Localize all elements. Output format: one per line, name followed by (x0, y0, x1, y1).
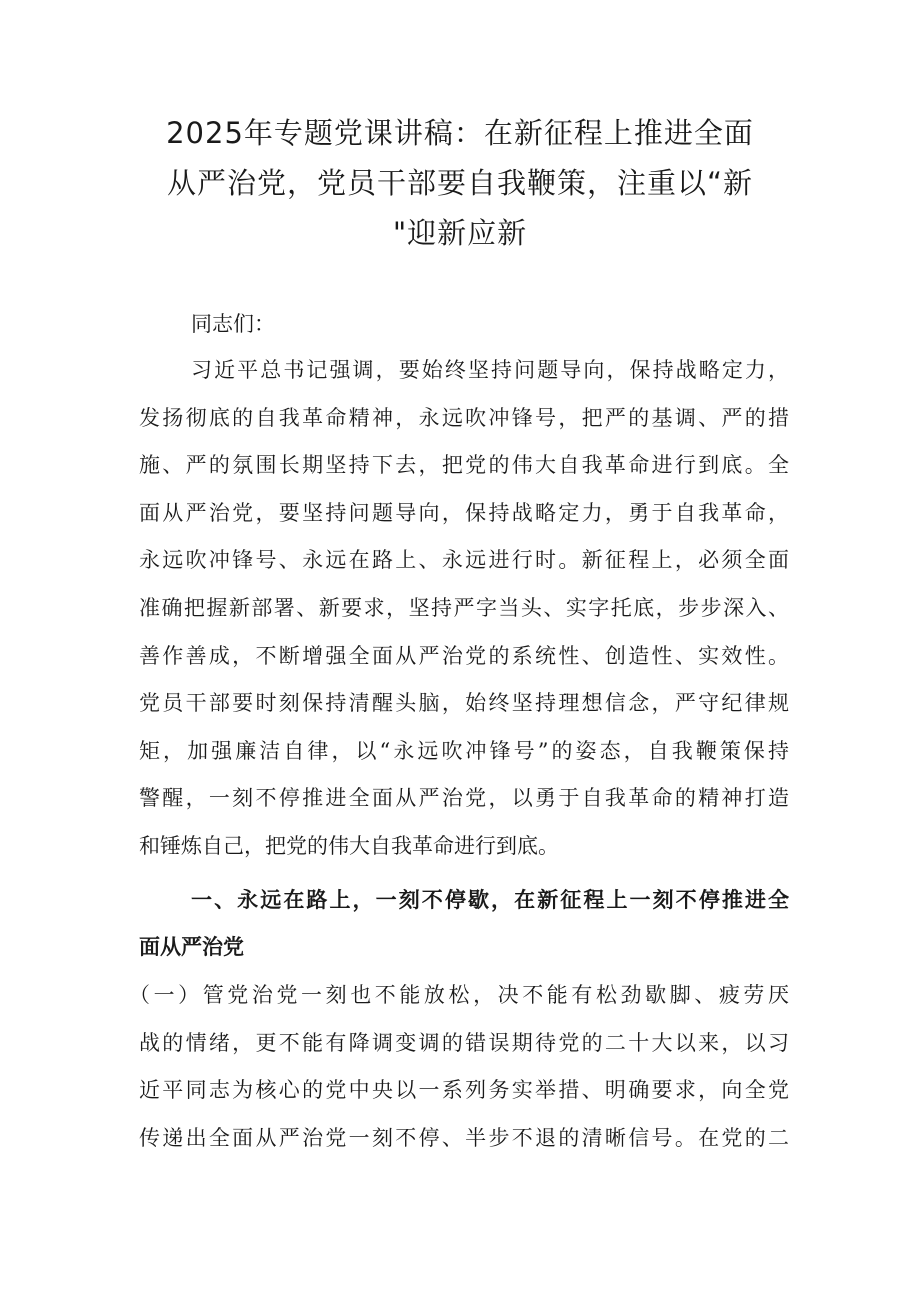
text-line: 永远吹冲锋号、永远在路上、永远进行时。新征程上，必须全面 (139, 548, 789, 573)
text-line: 发扬彻底的自我革命精神，永远吹冲锋号，把严的基调、严的措 (139, 405, 789, 430)
paragraph-2 (129, 972, 789, 1162)
title-line: "迎新应新 (392, 216, 528, 250)
text-line: 面从严治党，要坚持问题导向，保持战略定力，勇于自我革命， (139, 500, 789, 525)
text-line: 施、严的氛围长期坚持下去，把党的伟大自我革命进行到底。全 (139, 453, 789, 478)
text-line: 党员干部要时刻保持清醒头脑，始终坚持理想信念，严守纪律规 (139, 691, 789, 716)
text-line: 善作善成，不断增强全面从严治党的系统性、创造性、实效性。 (139, 643, 789, 668)
text-line: 近平同志为核心的党中央以一系列务实举措、明确要求，向全党 (139, 1078, 789, 1103)
text-line: 传递出全面从严治党一刻不停、半步不退的清晰信号。在党的二 (139, 1125, 789, 1150)
title-line: 从严治党，党员干部要自我鞭策，注重以“新 (166, 166, 754, 200)
text-line: 战的情绪，更不能有降调变调的错误期待党的二十大以来，以习 (139, 1030, 789, 1055)
greeting: 同志们： (191, 312, 275, 336)
text-line: （一）管党治党一刻也不能放松，决不能有松劲歇脚、疲劳厌 (129, 983, 789, 1007)
text-line: 习近平总书记强调，要始终坚持问题导向，保持战略定力， (191, 358, 789, 382)
heading-line: 面从严治党 (139, 935, 244, 959)
text-line: 准确把握新部署、新要求，坚持严字当头、实字托底，步步深入、 (139, 595, 789, 620)
paragraph-1 (139, 347, 789, 871)
document-title (130, 108, 790, 258)
text-line: 和锤炼自己，把党的伟大自我革命进行到底。 (139, 833, 559, 858)
text-line: 警醒，一刻不停推进全面从严治党，以勇于自我革命的精神打造 (139, 786, 789, 811)
heading-line: 一、永远在路上，一刻不停歇，在新征程上一刻不停推进全 (191, 888, 789, 912)
text-line: 矩，加强廉洁自律，以“永远吹冲锋号”的姿态，自我鞭策保持 (139, 738, 789, 763)
title-line: 2025年专题党课讲稿：在新征程上推进全面 (166, 116, 754, 150)
section-heading-1 (139, 877, 789, 971)
